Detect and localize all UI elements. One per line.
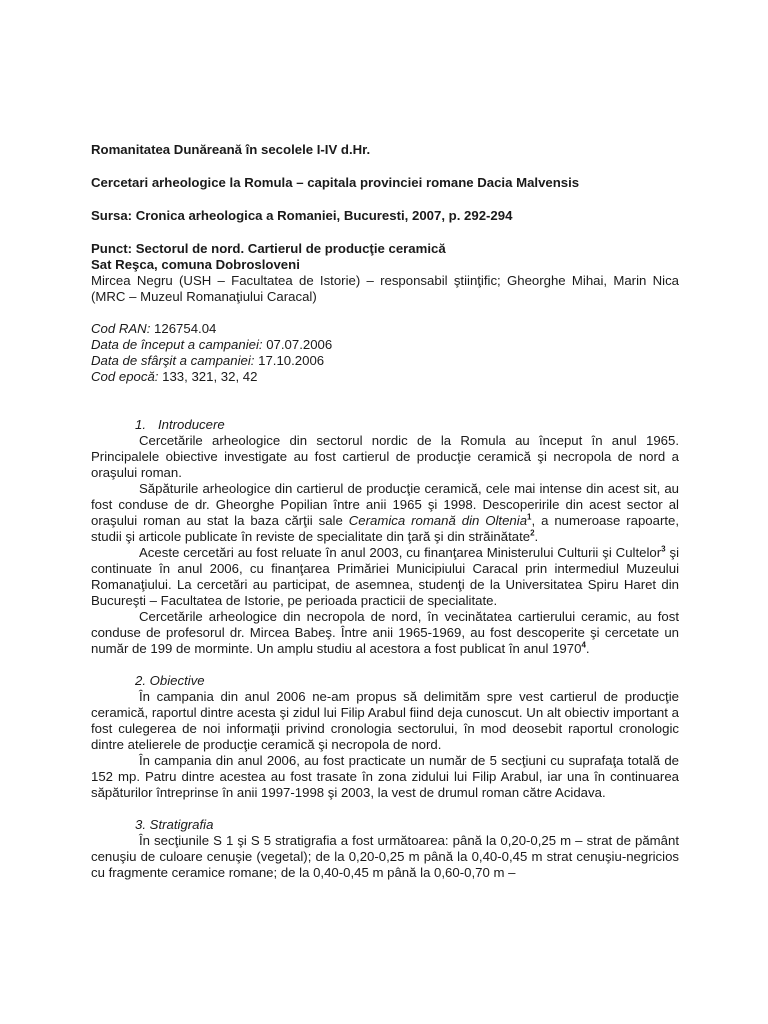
start-date-value: 07.07.2006 — [262, 337, 333, 352]
text-run: Aceste cercetări au fost reluate în anul 2003, cu finanţarea Ministerului Culturii şi Cultelor — [139, 545, 662, 560]
section-heading-stratigraphy: 3. Stratigrafia — [135, 817, 214, 832]
document-title: Romanitatea Dunăreană în secolele I-IV d.Hr. — [91, 142, 371, 157]
book-title: Ceramica romană din Oltenia — [348, 513, 528, 528]
section-title: Introducere — [158, 417, 225, 432]
epoch-code-value: 133, 321, 32, 42 — [158, 369, 258, 384]
section-heading-objectives: 2. Obiective — [135, 673, 205, 688]
stratigraphy-paragraph-1: În secţiunile S 1 şi S 5 stratigrafia a fost următoarea: până la 0,20-0,25 m – strat de pământ cenuşiu de culoare cenuşie (vegetal); de la 0,20-0,25 m până la 0,40-0,45 m strat cenuşiu-negricios cu fragmente ceramice romane; de la 0,40-0,45 m până la 0,60-0,70 m – — [91, 833, 679, 880]
cod-ran-value: 126754.04 — [150, 321, 217, 336]
document-subtitle: Cercetari arheologice la Romula – capitala provinciei romane Dacia Malvensis — [91, 175, 580, 190]
epoch-code-label: Cod epocă: — [91, 369, 159, 384]
end-date-label: Data de sfârşit a campaniei: — [91, 353, 255, 368]
footnote-ref: 2 — [530, 528, 535, 538]
text-run: Săpăturile arheologice din cartierul de producţie ceramică, cele mai intense din acest sit, au fost conduse de dr. Gheorghe Popilian între anii 1965 şi 1998. Descoperirile din acest sector al oraşului roman au stat la baza cărţii sale — [91, 481, 679, 528]
intro-paragraph-4 — [91, 609, 679, 657]
start-date-label: Data de început a campaniei: — [91, 337, 263, 352]
text-run: Cercetările arheologice din necropola de nord, în vecinătatea cartierului ceramic, au fost conduse de profesorul dr. Mircea Babeş. Între anii 1965-1969, au fost descoperite şi cercetate un număr de 199 de morminte. Un amplu studiu al acestora a fost publicat în anul 1970 — [91, 609, 679, 656]
text-run: , a numeroase rapoarte, studii şi articole publicate în reviste de specialitate din ţară şi din străinătate — [91, 513, 680, 544]
document-body — [91, 142, 679, 881]
cod-ran-label: Cod RAN: — [91, 321, 151, 336]
site-point: Punct: Sectorul de nord. Cartierul de producţie ceramică — [91, 241, 446, 256]
text-run: . — [585, 641, 590, 656]
footnote-ref: 4 — [581, 640, 586, 650]
authors-paragraph: Mircea Negru (USH – Facultatea de Istorie) – responsabil ştiinţific; Gheorghe Mihai, Marin Nica (MRC – Muzeul Romanaţiului Caracal) — [91, 273, 679, 304]
objectives-paragraph-1: În campania din anul 2006 ne-am propus să delimităm spre vest cartierul de producţie ceramică, raportul dintre acesta şi zidul lui Filip Arabul fiind deja cunoscut. Un alt obiectiv important a fost culegerea de noi informaţii privind cronologia sectorului, în mod deosebit raportul cronologic dintre atelierele de producţie ceramică şi necropola de nord. — [91, 689, 679, 752]
section-heading-introduction — [135, 417, 679, 433]
objectives-paragraph-2: În campania din anul 2006, au fost practicate un număr de 5 secţiuni cu suprafaţa totală de 152 mp. Patru dintre acestea au fost trasate în zona zidului lui Filip Arabul, iar una în continuarea săpăturilor întreprinse în anii 1997-1998 şi 2003, la vest de drumul roman către Acidava. — [91, 753, 679, 800]
text-run: . — [534, 529, 539, 544]
epoch-code-line — [91, 369, 679, 385]
footnote-ref: 1 — [527, 512, 532, 522]
campaign-metadata — [91, 321, 679, 385]
intro-paragraph-2 — [91, 481, 679, 545]
site-village: Sat Reşca, comuna Dobrosloveni — [91, 257, 300, 272]
end-date-value: 17.10.2006 — [254, 353, 325, 368]
footnote-ref: 3 — [661, 544, 666, 554]
source-line: Sursa: Cronica arheologica a Romaniei, Bucuresti, 2007, p. 292-294 — [91, 208, 513, 223]
end-date-line — [91, 353, 679, 369]
text-run: şi continuate în anul 2006, cu finanţarea Primăriei Municipiului Caracal prin intermediul Muzeului Romanaţiului. La cercetări au participat, de asemnea, studenţi de la Universitatea Spiru Haret din Bucureşti – Facultatea de Istorie, pe perioada practicii de specialitate. — [91, 545, 680, 608]
section-number: 1. — [135, 417, 146, 432]
start-date-line — [91, 337, 679, 353]
intro-paragraph-1: Cercetările arheologice din sectorul nordic de la Romula au început în anul 1965. Principalele obiective investigate au fost cartierul de producţie ceramică şi necropola de nord a oraşului roman. — [91, 433, 679, 480]
cod-ran-line — [91, 321, 679, 337]
intro-paragraph-3 — [91, 545, 679, 609]
